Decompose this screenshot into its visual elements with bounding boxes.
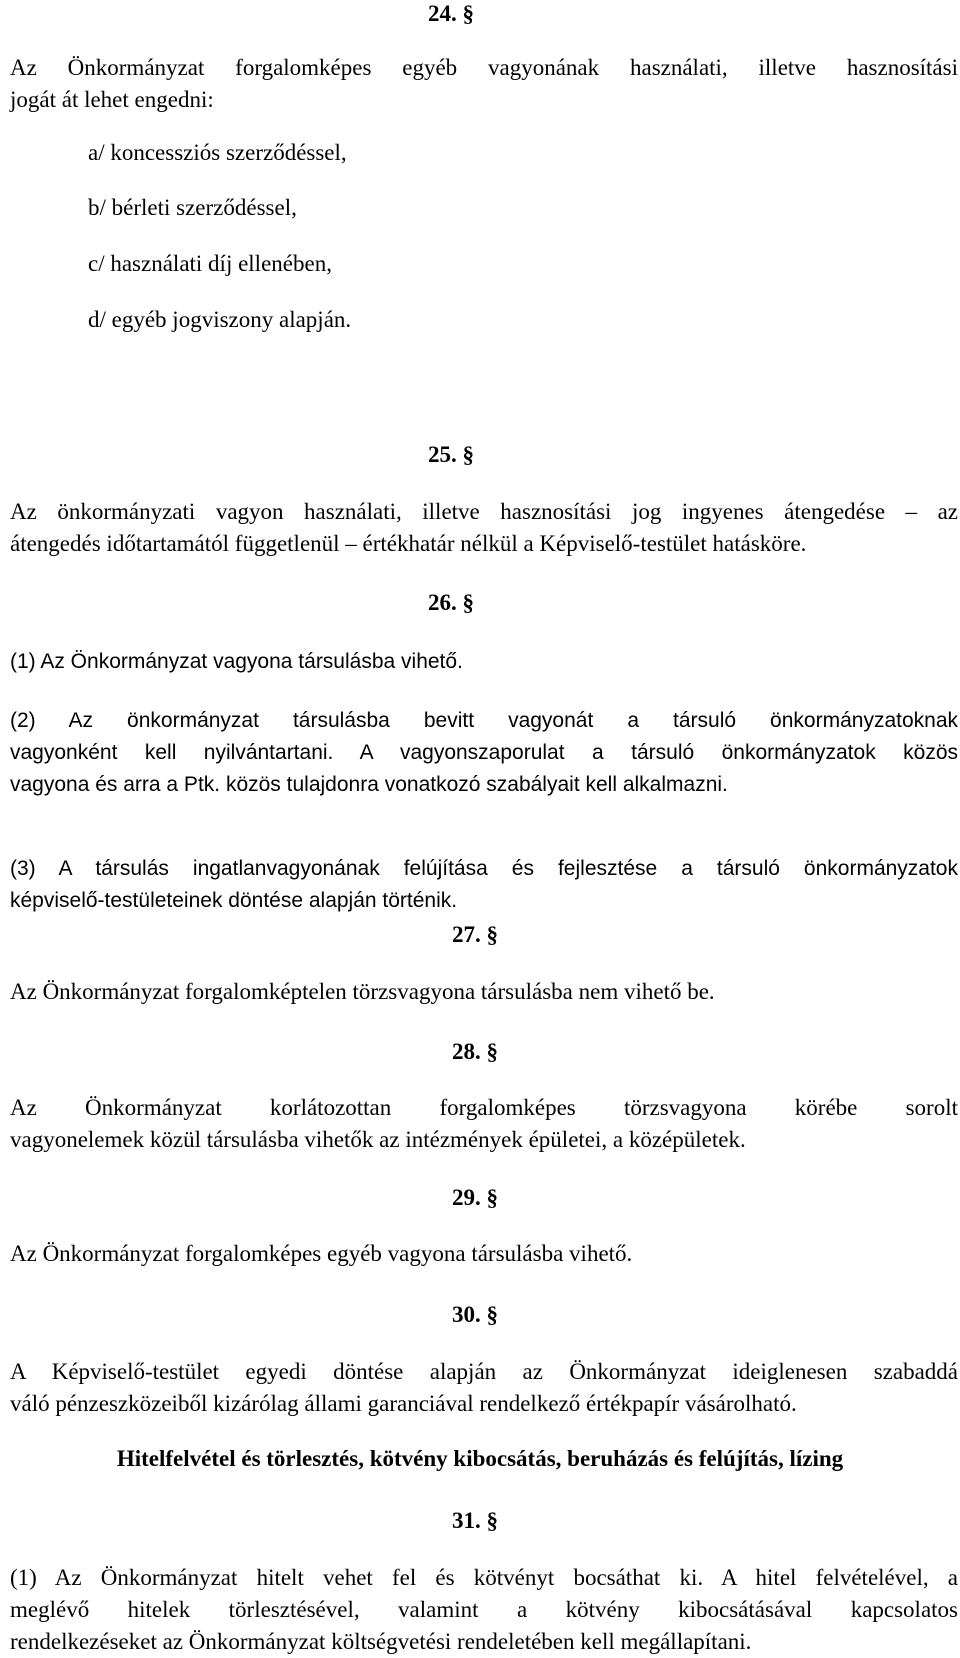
section-31-paragraph-1 [10, 1562, 958, 1658]
section-25-text [10, 496, 958, 560]
chapter-title: Hitelfelvétel és törlesztés, kötvény kibocsátás, beruházás és felújítás, lízing [116, 1446, 844, 1471]
section-31-line-3: rendelkezéseket az Önkormányzat költségvetési rendeletében kell megállapítani. [10, 1629, 752, 1654]
section-28-line-1: Az Önkormányzat korlátozottan forgalomképes törzsvagyona körébe sorolt [10, 1095, 958, 1120]
section-26-p2-line-1: (2) Az önkormányzat társulásba bevitt vagyonát a társuló önkormányzatoknak [10, 709, 958, 732]
section-26-p2-line-2: vagyonként kell nyilvántartani. A vagyonszaporulat a társuló önkormányzatok közös [10, 741, 958, 764]
section-24-heading: 24. § [428, 1, 474, 26]
section-24-intro [10, 52, 958, 116]
section-25-line-1: Az önkormányzati vagyon használati, illetve hasznosítási jog ingyenes átengedése – az [10, 499, 958, 524]
section-28-heading: 28. § [452, 1039, 498, 1064]
section-31-line-1: (1) Az Önkormányzat hitelt vehet fel és kötvényt bocsáthat ki. A hitel felvételével, a [10, 1565, 958, 1590]
section-24-item-a: a/ koncessziós szerződéssel, [88, 140, 347, 165]
section-28-line-2: vagyonelemek közül társulásba vihetők az intézmények épületei, a középületek. [10, 1127, 746, 1152]
section-26-paragraph-3 [10, 853, 958, 917]
section-26-p3-line-2: képviselő-testületeinek döntése alapján történik. [10, 889, 458, 912]
section-26-p3-line-1: (3) A társulás ingatlanvagyonának felújítása és fejlesztése a társuló önkormányzatok [10, 857, 958, 880]
section-30-heading: 30. § [452, 1302, 498, 1327]
section-30-text [10, 1356, 958, 1420]
section-24-item-c: c/ használati díj ellenében, [88, 251, 332, 276]
section-31-line-2: meglévő hitelek törlesztésével, valamint a kötvény kibocsátásával kapcsolatos [10, 1597, 958, 1622]
section-25-line-2: átengedés időtartamától függetlenül – értékhatár nélkül a Képviselő-testület hatásköre. [10, 531, 807, 556]
section-30-line-2: váló pénzeszközeiből kizárólag állami garanciával rendelkező értékpapír vásárolható. [10, 1391, 797, 1416]
section-26-paragraph-2 [10, 705, 958, 801]
section-24-item-d: d/ egyéb jogviszony alapján. [88, 307, 352, 332]
section-24-item-b: b/ bérleti szerződéssel, [88, 195, 297, 220]
section-24-intro-line-1: Az Önkormányzat forgalomképes egyéb vagyonának használati, illetve hasznosítási [10, 55, 958, 80]
section-30-line-1: A Képviselő-testület egyedi döntése alapján az Önkormányzat ideiglenesen szabaddá [10, 1359, 958, 1384]
section-29-heading: 29. § [452, 1185, 498, 1210]
section-27-heading: 27. § [452, 922, 498, 947]
section-26-p2-line-3: vagyona és arra a Ptk. közös tulajdonra vonatkozó szabályait kell alkalmazni. [10, 773, 728, 796]
section-27-text: Az Önkormányzat forgalomképtelen törzsvagyona társulásba nem vihető be. [10, 979, 715, 1004]
section-26-heading: 26. § [428, 590, 474, 615]
section-26-paragraph-1: (1) Az Önkormányzat vagyona társulásba vihető. [10, 650, 463, 673]
section-29-text: Az Önkormányzat forgalomképes egyéb vagyona társulásba vihető. [10, 1241, 633, 1266]
section-24-intro-line-2: jogát át lehet engedni: [10, 87, 214, 112]
section-25-heading: 25. § [428, 442, 474, 467]
section-28-text [10, 1092, 958, 1156]
section-31-heading: 31. § [452, 1508, 498, 1533]
